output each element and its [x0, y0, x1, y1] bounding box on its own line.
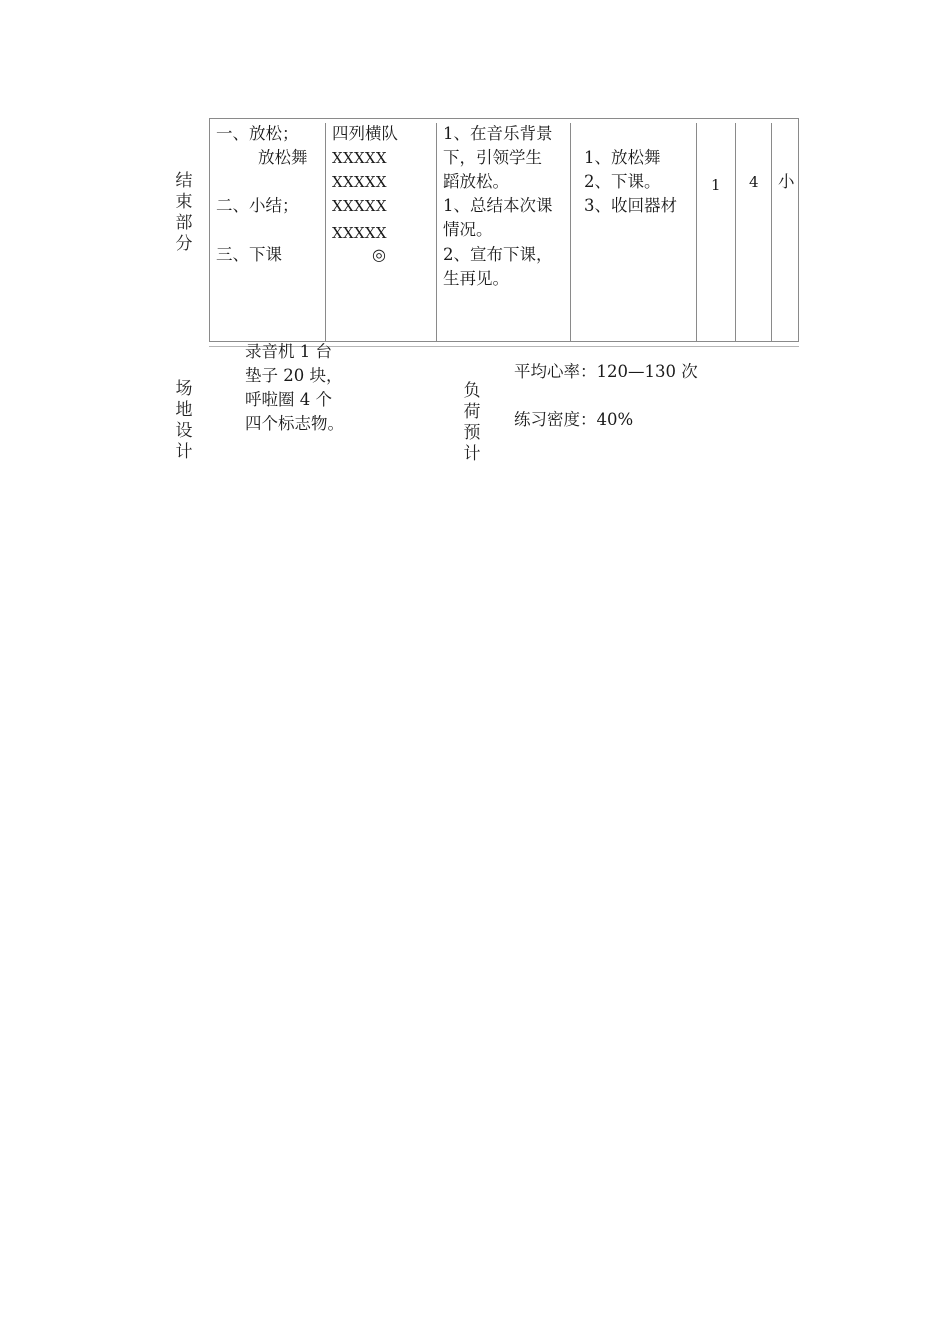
- ending-section-label-text: 结束部分: [175, 171, 193, 254]
- col-divider-1: [325, 123, 326, 342]
- col-divider-4: [696, 123, 697, 342]
- student-activity-line: 2、下课。: [584, 172, 661, 191]
- formation-row: XXXXX: [332, 197, 387, 215]
- content-line-1: 一、放松；: [216, 124, 299, 143]
- venue-design-label: [174, 379, 194, 463]
- content-line-3: 二、小结；: [216, 196, 299, 215]
- equipment-item: 录音机 1 台: [245, 342, 332, 361]
- teacher-activity-line: 情况。: [443, 220, 493, 239]
- teacher-activity-line: 下，引领学生: [443, 148, 542, 167]
- content-line-2: 放松舞: [258, 148, 308, 167]
- teacher-activity-line: 生再见。: [443, 269, 509, 288]
- teacher-activity-line: 蹈放松。: [443, 172, 509, 191]
- equipment-item: 呼啦圈 4 个: [245, 390, 332, 409]
- repetition-count: 1: [711, 176, 721, 194]
- load-estimate-label: [462, 381, 482, 465]
- teacher-position-symbol: ◎: [372, 245, 386, 264]
- ending-section-label: [174, 171, 194, 255]
- table-right-border: [798, 118, 799, 342]
- venue-design-label-text: 场地设计: [175, 379, 193, 462]
- student-activity-line: 1、放松舞: [584, 148, 661, 167]
- table-top-border: [209, 118, 799, 119]
- col-divider-3: [570, 123, 571, 342]
- intensity-level: 小: [778, 172, 795, 191]
- col-divider-5: [735, 123, 736, 342]
- equipment-item: 四个标志物。: [245, 414, 344, 433]
- col-divider-6: [771, 123, 772, 342]
- formation-title: 四列横队: [332, 124, 398, 143]
- formation-row: XXXXX: [332, 173, 387, 191]
- duration-minutes: 4: [749, 173, 759, 191]
- col-divider-2: [436, 123, 437, 342]
- teacher-activity-line: 2、宣布下课，: [443, 245, 553, 264]
- formation-row: XXXXX: [332, 224, 387, 242]
- average-heart-rate: 平均心率：120—130 次: [514, 362, 698, 381]
- equipment-item: 垫子 20 块，: [245, 366, 343, 385]
- exercise-density: 练习密度：40%: [514, 410, 634, 429]
- teacher-activity-line: 1、总结本次课: [443, 196, 553, 215]
- load-estimate-label-text: 负荷预计: [463, 381, 481, 464]
- formation-row: XXXXX: [332, 149, 387, 167]
- table-left-border: [209, 118, 210, 342]
- teacher-activity-line: 1、在音乐背景: [443, 124, 553, 143]
- content-line-4: 三、下课: [216, 245, 282, 264]
- student-activity-line: 3、收回器材: [584, 196, 677, 215]
